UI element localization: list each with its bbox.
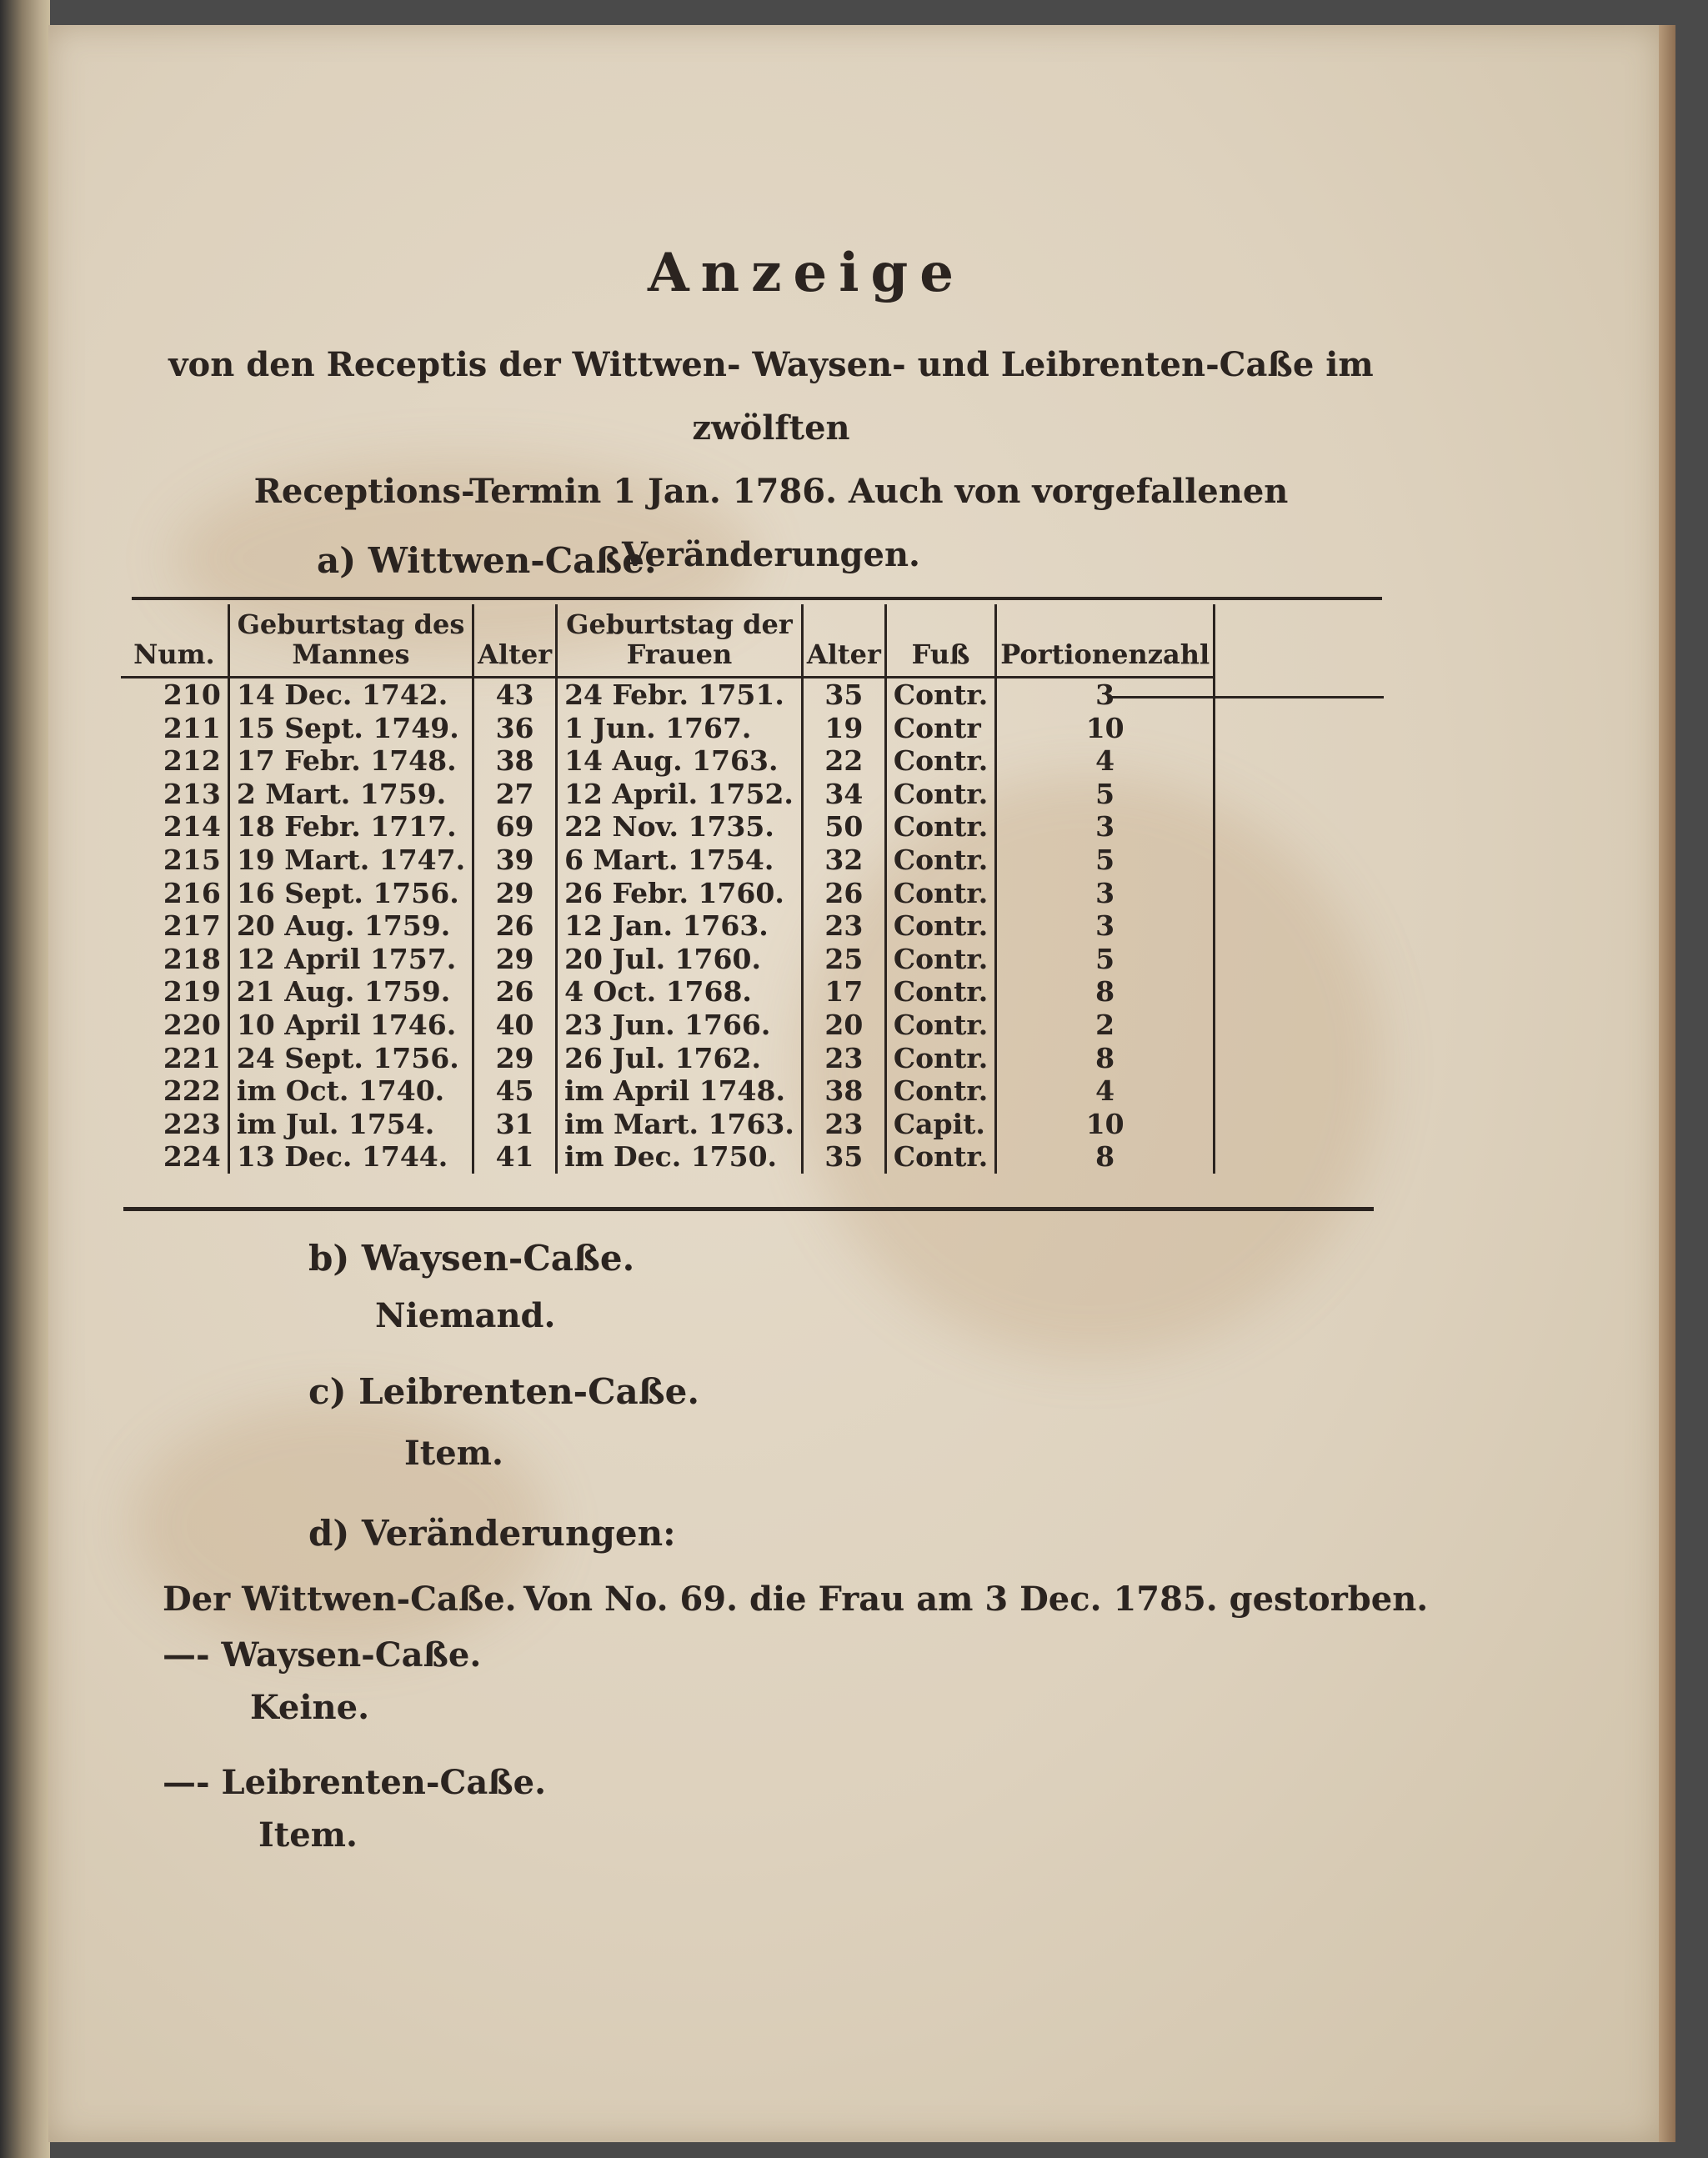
cell-num: 217 bbox=[121, 909, 228, 943]
cell-portions: 5 bbox=[996, 844, 1215, 877]
cell-age-wife: 22 bbox=[802, 744, 885, 778]
cell-num: 218 bbox=[121, 943, 228, 976]
cell-num: 221 bbox=[121, 1042, 228, 1075]
table-row bbox=[121, 1074, 1338, 1108]
cell-portions: 8 bbox=[996, 1140, 1215, 1174]
cell-born-man: im Jul. 1754. bbox=[228, 1108, 473, 1141]
cell-age-man: 29 bbox=[473, 1042, 557, 1075]
page-edge bbox=[1659, 25, 1675, 2142]
cell-age-wife: 38 bbox=[802, 1074, 885, 1108]
blank-cell bbox=[1215, 712, 1338, 745]
table-row bbox=[121, 810, 1338, 844]
blank-cell bbox=[1215, 844, 1338, 877]
cell-age-wife: 35 bbox=[802, 678, 885, 712]
cell-born-wife: 14 Aug. 1763. bbox=[557, 744, 803, 778]
cell-born-man: 15 Sept. 1749. bbox=[228, 712, 473, 745]
cell-num: 210 bbox=[121, 678, 228, 712]
blank-cell bbox=[1215, 1108, 1338, 1141]
cell-basis: Contr. bbox=[885, 844, 995, 877]
cell-num: 222 bbox=[121, 1074, 228, 1108]
cell-born-man: 12 April 1757. bbox=[228, 943, 473, 976]
table-row bbox=[121, 712, 1338, 745]
cell-age-wife: 25 bbox=[802, 943, 885, 976]
cell-age-wife: 19 bbox=[802, 712, 885, 745]
cell-born-wife: 4 Oct. 1768. bbox=[557, 975, 803, 1009]
column-header: Geburtstag der Frauen bbox=[557, 604, 803, 678]
cell-basis: Capit. bbox=[885, 1108, 995, 1141]
table-row bbox=[121, 975, 1338, 1009]
cell-portions: 5 bbox=[996, 943, 1215, 976]
page-title: Anzeige bbox=[647, 242, 966, 304]
cell-born-man: 2 Mart. 1759. bbox=[228, 778, 473, 811]
cell-born-man: 24 Sept. 1756. bbox=[228, 1042, 473, 1075]
table-row bbox=[121, 1108, 1338, 1141]
cell-born-man: 16 Sept. 1756. bbox=[228, 877, 473, 910]
cell-basis: Contr. bbox=[885, 678, 995, 712]
cell-portions: 3 bbox=[996, 678, 1215, 712]
cell-num: 220 bbox=[121, 1009, 228, 1042]
book-spine bbox=[0, 0, 50, 2158]
cell-basis: Contr. bbox=[885, 909, 995, 943]
cell-basis: Contr. bbox=[885, 975, 995, 1009]
changes-wittwen-text: Von No. 69. die Frau am 3 Dec. 1785. gestorben. bbox=[523, 1580, 1429, 1619]
cell-born-wife: 26 Jul. 1762. bbox=[557, 1042, 803, 1075]
column-header: Alter bbox=[473, 604, 557, 678]
cell-born-wife: 26 Febr. 1760. bbox=[557, 877, 803, 910]
cell-born-wife: 12 Jan. 1763. bbox=[557, 909, 803, 943]
table-row bbox=[121, 943, 1338, 976]
cell-portions: 4 bbox=[996, 744, 1215, 778]
cell-born-wife: 23 Jun. 1766. bbox=[557, 1009, 803, 1042]
blank-header bbox=[1215, 604, 1338, 678]
cell-born-man: im Oct. 1740. bbox=[228, 1074, 473, 1108]
cell-age-wife: 23 bbox=[802, 909, 885, 943]
table-row bbox=[121, 778, 1338, 811]
cell-basis: Contr. bbox=[885, 1009, 995, 1042]
cell-portions: 3 bbox=[996, 877, 1215, 910]
cell-born-man: 17 Febr. 1748. bbox=[228, 744, 473, 778]
cell-num: 212 bbox=[121, 744, 228, 778]
cell-born-wife: 24 Febr. 1751. bbox=[557, 678, 803, 712]
cell-portions: 10 bbox=[996, 1108, 1215, 1141]
blank-cell bbox=[1215, 778, 1338, 811]
cell-basis: Contr. bbox=[885, 1042, 995, 1075]
cell-born-wife: 12 April. 1752. bbox=[557, 778, 803, 811]
table-row bbox=[121, 744, 1338, 778]
cell-age-wife: 23 bbox=[802, 1108, 885, 1141]
table-row bbox=[121, 909, 1338, 943]
cell-num: 216 bbox=[121, 877, 228, 910]
changes-leibrenten-label: —- Leibrenten-Caße. bbox=[163, 1763, 546, 1802]
column-header: Alter bbox=[802, 604, 885, 678]
cell-born-wife: 6 Mart. 1754. bbox=[557, 844, 803, 877]
blank-cell bbox=[1215, 1140, 1338, 1174]
cell-age-man: 26 bbox=[473, 909, 557, 943]
column-header: Fuß bbox=[885, 604, 995, 678]
cell-portions: 8 bbox=[996, 975, 1215, 1009]
column-header: Geburtstag des Mannes bbox=[228, 604, 473, 678]
table-row bbox=[121, 877, 1338, 910]
cell-age-wife: 20 bbox=[802, 1009, 885, 1042]
changes-wittwen-label: Der Wittwen-Caße. bbox=[163, 1580, 517, 1619]
cell-num: 214 bbox=[121, 810, 228, 844]
cell-age-man: 29 bbox=[473, 877, 557, 910]
cell-born-wife: 22 Nov. 1735. bbox=[557, 810, 803, 844]
blank-cell bbox=[1215, 1009, 1338, 1042]
changes-waysen-text: Keine. bbox=[250, 1688, 369, 1727]
cell-age-wife: 50 bbox=[802, 810, 885, 844]
cell-born-man: 19 Mart. 1747. bbox=[228, 844, 473, 877]
widows-fund-table bbox=[121, 604, 1338, 1174]
cell-age-man: 31 bbox=[473, 1108, 557, 1141]
table-top-rule bbox=[132, 597, 1382, 600]
cell-born-man: 21 Aug. 1759. bbox=[228, 975, 473, 1009]
cell-age-man: 41 bbox=[473, 1140, 557, 1174]
blank-cell bbox=[1215, 744, 1338, 778]
cell-age-man: 43 bbox=[473, 678, 557, 712]
cell-num: 213 bbox=[121, 778, 228, 811]
cell-born-wife: im April 1748. bbox=[557, 1074, 803, 1108]
cell-born-wife: im Dec. 1750. bbox=[557, 1140, 803, 1174]
cell-basis: Contr. bbox=[885, 1074, 995, 1108]
cell-num: 224 bbox=[121, 1140, 228, 1174]
cell-age-wife: 32 bbox=[802, 844, 885, 877]
cell-num: 219 bbox=[121, 975, 228, 1009]
cell-age-man: 69 bbox=[473, 810, 557, 844]
subtitle-line: Receptions-Termin 1 Jan. 1786. Auch von vorgefallenen bbox=[253, 472, 1289, 511]
column-header: Portionenzahl bbox=[996, 604, 1215, 678]
cell-portions: 4 bbox=[996, 1074, 1215, 1108]
table-row bbox=[121, 1009, 1338, 1042]
cell-born-wife: im Mart. 1763. bbox=[557, 1108, 803, 1141]
cell-age-wife: 35 bbox=[802, 1140, 885, 1174]
subtitle-line: Veränderungen. bbox=[622, 535, 920, 574]
cell-age-man: 38 bbox=[473, 744, 557, 778]
cell-basis: Contr. bbox=[885, 810, 995, 844]
section-c-text: Item. bbox=[404, 1434, 503, 1473]
cell-portions: 3 bbox=[996, 909, 1215, 943]
blank-cell bbox=[1215, 909, 1338, 943]
cell-age-man: 29 bbox=[473, 943, 557, 976]
changes-waysen-label: —- Waysen-Caße. bbox=[163, 1635, 482, 1675]
blank-cell bbox=[1215, 810, 1338, 844]
cell-born-man: 18 Febr. 1717. bbox=[228, 810, 473, 844]
cell-born-wife: 20 Jul. 1760. bbox=[557, 943, 803, 976]
cell-born-wife: 1 Jun. 1767. bbox=[557, 712, 803, 745]
cell-born-man: 10 April 1746. bbox=[228, 1009, 473, 1042]
cell-age-wife: 34 bbox=[802, 778, 885, 811]
table-row bbox=[121, 678, 1338, 712]
cell-age-man: 36 bbox=[473, 712, 557, 745]
cell-age-wife: 23 bbox=[802, 1042, 885, 1075]
section-a-heading: a) Wittwen-Caße. bbox=[317, 540, 657, 581]
table-row bbox=[121, 1140, 1338, 1174]
cell-num: 223 bbox=[121, 1108, 228, 1141]
subtitle-line: von den Receptis der Wittwen- Waysen- und Leibrenten-Caße im zwölften bbox=[168, 345, 1374, 448]
cell-num: 211 bbox=[121, 712, 228, 745]
cell-age-man: 39 bbox=[473, 844, 557, 877]
section-d-heading: d) Veränderungen: bbox=[308, 1513, 676, 1554]
cell-born-man: 20 Aug. 1759. bbox=[228, 909, 473, 943]
cell-basis: Contr. bbox=[885, 744, 995, 778]
cell-portions: 2 bbox=[996, 1009, 1215, 1042]
table-row bbox=[121, 1042, 1338, 1075]
blank-cell bbox=[1215, 1074, 1338, 1108]
cell-portions: 8 bbox=[996, 1042, 1215, 1075]
cell-portions: 10 bbox=[996, 712, 1215, 745]
cell-basis: Contr. bbox=[885, 778, 995, 811]
blank-cell bbox=[1215, 975, 1338, 1009]
cell-born-man: 14 Dec. 1742. bbox=[228, 678, 473, 712]
cell-basis: Contr. bbox=[885, 1140, 995, 1174]
cell-born-man: 13 Dec. 1744. bbox=[228, 1140, 473, 1174]
cell-age-wife: 26 bbox=[802, 877, 885, 910]
section-b-heading: b) Waysen-Caße. bbox=[308, 1238, 635, 1279]
cell-portions: 5 bbox=[996, 778, 1215, 811]
section-c-heading: c) Leibrenten-Caße. bbox=[308, 1371, 700, 1412]
cell-basis: Contr bbox=[885, 712, 995, 745]
cell-basis: Contr. bbox=[885, 943, 995, 976]
blank-cell bbox=[1215, 877, 1338, 910]
table-bottom-rule bbox=[123, 1207, 1374, 1211]
cell-age-man: 27 bbox=[473, 778, 557, 811]
blank-cell bbox=[1215, 943, 1338, 976]
blank-cell bbox=[1215, 1042, 1338, 1075]
blank-cell bbox=[1215, 678, 1338, 712]
cell-num: 215 bbox=[121, 844, 228, 877]
cell-basis: Contr. bbox=[885, 877, 995, 910]
cell-age-man: 26 bbox=[473, 975, 557, 1009]
cell-portions: 3 bbox=[996, 810, 1215, 844]
cell-age-man: 40 bbox=[473, 1009, 557, 1042]
changes-leibrenten-text: Item. bbox=[258, 1815, 358, 1855]
column-header: Num. bbox=[121, 604, 228, 678]
section-b-text: Niemand. bbox=[375, 1296, 556, 1335]
table-row bbox=[121, 844, 1338, 877]
cell-age-man: 45 bbox=[473, 1074, 557, 1108]
cell-age-wife: 17 bbox=[802, 975, 885, 1009]
